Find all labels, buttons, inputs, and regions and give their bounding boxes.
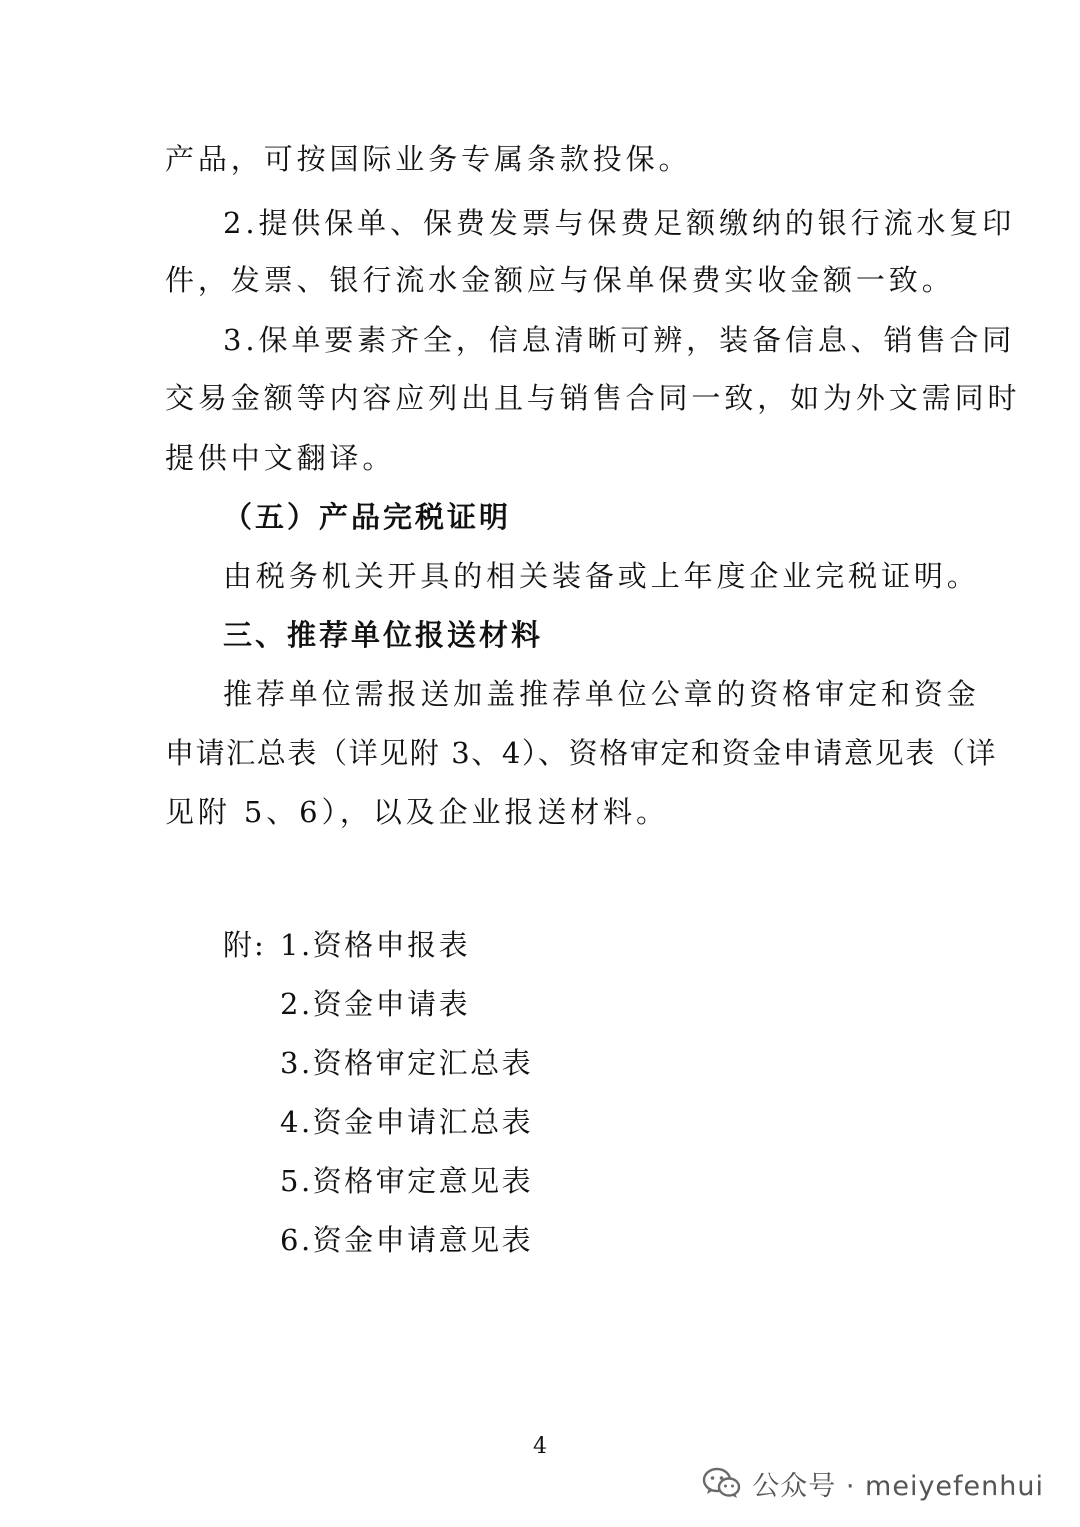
watermark (702, 1463, 1044, 1503)
page-number: 4 (533, 1434, 547, 1459)
paragraph-line: 见附 5、6），以及企业报送材料。 (165, 795, 669, 829)
paragraph-line: 申请汇总表（详见附 3、4）、资格审定和资金申请意见表（详 (165, 736, 998, 770)
paragraph-line: 件，发票、银行流水金额应与保单保费实收金额一致。 (165, 263, 955, 297)
paragraph-line: 提供中文翻译。 (165, 441, 396, 475)
attachment-item: 2.资金申请表 (280, 987, 471, 1021)
paragraph-line: 交易金额等内容应列出且与销售合同一致，如为外文需同时 (165, 381, 1021, 415)
paragraph-line: 推荐单位需报送加盖推荐单位公章的资格审定和资金 (223, 677, 980, 711)
watermark-text: 公众号 · meiyefenhui (752, 1470, 1044, 1502)
attachment-item: 6.资金申请意见表 (280, 1223, 534, 1257)
paragraph-line: 产品，可按国际业务专属条款投保。 (165, 142, 692, 176)
attachments-label: 附: (223, 928, 266, 962)
paragraph-line: 由税务机关开具的相关装备或上年度企业完税证明。 (223, 559, 980, 593)
section-heading: （五）产品完税证明 (223, 500, 512, 534)
paragraph-line: 3.保单要素齐全，信息清晰可辨，装备信息、销售合同 (223, 323, 1016, 357)
paragraph-line: 2.提供保单、保费发票与保费足额缴纳的银行流水复印 (223, 206, 1016, 240)
attachment-item: 4.资金申请汇总表 (280, 1105, 534, 1139)
attachment-item: 1.资格申报表 (280, 928, 471, 962)
attachment-item: 3.资格审定汇总表 (280, 1046, 534, 1080)
attachment-item: 5.资格审定意见表 (280, 1164, 534, 1198)
wechat-icon (702, 1466, 742, 1500)
section-heading: 三、推荐单位报送材料 (223, 618, 544, 652)
